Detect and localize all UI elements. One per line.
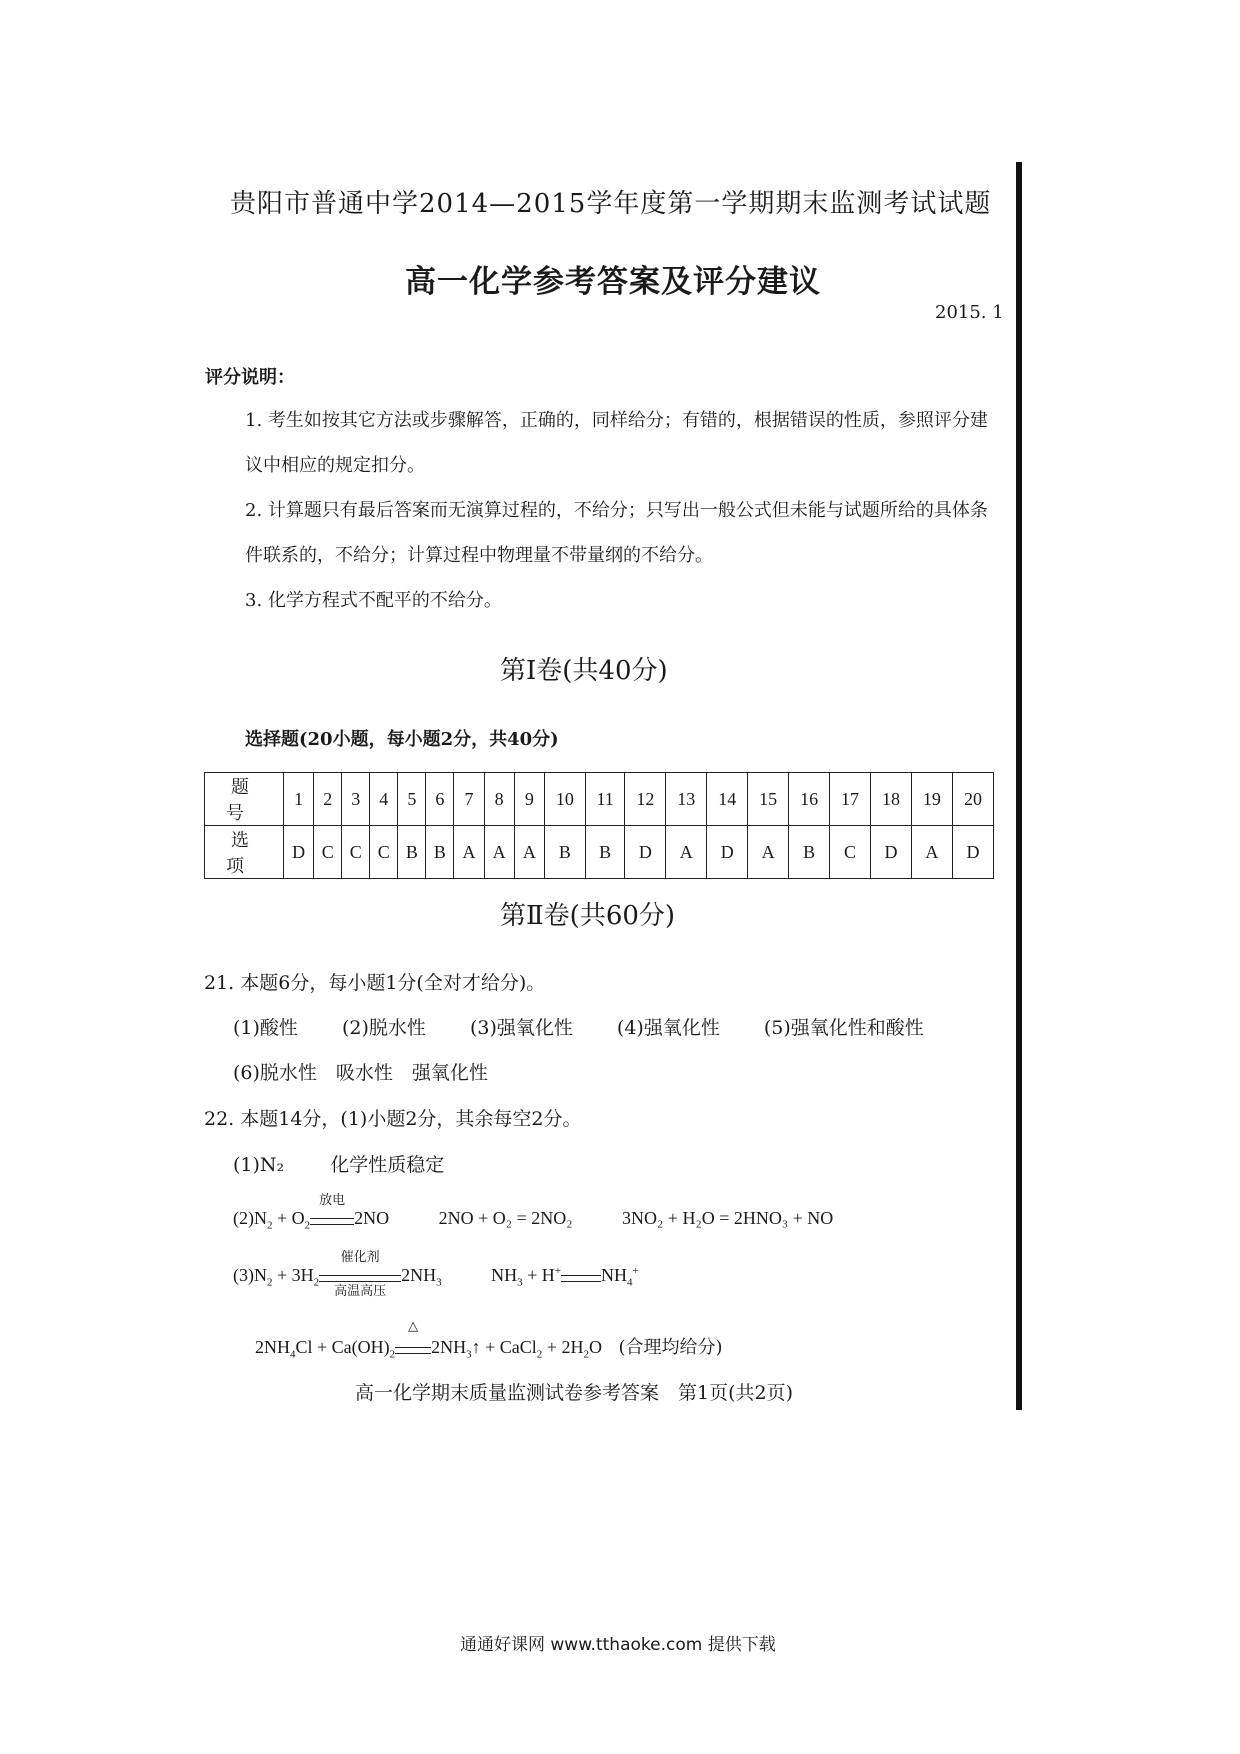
answer-cell: C bbox=[342, 826, 370, 879]
answer-cell: B bbox=[544, 826, 585, 879]
question-number-row bbox=[205, 773, 994, 826]
answer-cell: A bbox=[911, 826, 952, 879]
answer-cell: A bbox=[514, 826, 544, 879]
q22-answer-3: $(3)N_2 + 3H_2$ 催化剂 高温高压 $2NH_3$ $NH_3 + H^+$ $NH_4^+$ bbox=[233, 1265, 639, 1289]
q21-answer-5: (5)强氧化性和酸性 bbox=[763, 1017, 924, 1039]
condition-heat-symbol: △ bbox=[408, 1318, 419, 1334]
answer-cell: C bbox=[314, 826, 342, 879]
question-number: 13 bbox=[666, 773, 707, 826]
answer-cell: D bbox=[952, 826, 993, 879]
scoring-note-3: 3. 化学方程式不配平的不给分。 bbox=[245, 590, 502, 611]
answer-cell: C bbox=[370, 826, 398, 879]
source-watermark: 通通好课网 www.tthaoke.com 提供下载 bbox=[460, 1635, 776, 1655]
q22-equation-3: 3NO₂ + H₂O = 2HNO₃ + NO bbox=[622, 1208, 834, 1228]
question-number: 18 bbox=[871, 773, 912, 826]
page-edge-bar bbox=[1016, 162, 1022, 1410]
question-number: 6 bbox=[426, 773, 454, 826]
question-number: 16 bbox=[789, 773, 830, 826]
q22-answer-3-label: (3) bbox=[233, 1265, 254, 1285]
row-label-number: 题号 bbox=[205, 773, 284, 826]
q22-answer-1 bbox=[233, 1150, 444, 1177]
q21-answer-2: (2)脱水性 bbox=[341, 1017, 426, 1039]
answer-cell: A bbox=[748, 826, 789, 879]
q22-answer-2: $(2)N_2 + O_2$ 放电 2NO 2NO + O₂ = 2NO₂ 3NO₂ + H₂O = 2HNO₃ + NO bbox=[233, 1208, 833, 1232]
q22-answer-2-label: (2) bbox=[233, 1208, 254, 1228]
q22-answer-1-text: 化学性质稳定 bbox=[330, 1154, 445, 1176]
page-footer: 高一化学期末质量监测试卷参考答案 第1页(共2页) bbox=[355, 1382, 794, 1404]
question-number: 12 bbox=[625, 773, 666, 826]
question-number: 8 bbox=[484, 773, 514, 826]
question-number: 1 bbox=[284, 773, 314, 826]
q22-answer-3-lab-prep: $2NH_4Cl + Ca(OH)_2$ △ $2NH_3↑$ + CaCl$_2$ + $2H_2O$ (合理均给分) bbox=[255, 1318, 723, 1361]
answer-cell: D bbox=[284, 826, 314, 879]
discharge-condition bbox=[310, 1192, 354, 1230]
answer-cell: D bbox=[625, 826, 666, 879]
answer-cell: D bbox=[871, 826, 912, 879]
answer-table bbox=[204, 772, 994, 879]
answer-cell: A bbox=[454, 826, 484, 879]
q21-heading: 21. 本题6分，每小题1分(全对才给分)。 bbox=[204, 972, 546, 994]
question-number: 9 bbox=[514, 773, 544, 826]
date-label: 2015. 1 bbox=[935, 302, 1004, 323]
answer-cell: C bbox=[830, 826, 871, 879]
condition-discharge-label: 放电 bbox=[319, 1192, 346, 1208]
q21-answer-3: (3)强氧化性 bbox=[469, 1017, 573, 1039]
q22-answer-1-formula: (1)N₂ bbox=[233, 1154, 285, 1176]
question-number: 5 bbox=[398, 773, 426, 826]
answer-cell: A bbox=[666, 826, 707, 879]
answer-cell: D bbox=[707, 826, 748, 879]
answer-cell: B bbox=[789, 826, 830, 879]
multiple-choice-heading: 选择题(20小题，每小题2分，共40分) bbox=[245, 729, 559, 750]
question-number: 10 bbox=[544, 773, 585, 826]
scoring-note-1: 1. 考生如按其它方法或步骤解答，正确的，同样给分；有错的，根据错误的性质，参照评分建议中相应的规定扣分。 bbox=[245, 410, 988, 476]
scoring-notes-heading: 评分说明： bbox=[205, 367, 295, 388]
question-number: 15 bbox=[748, 773, 789, 826]
question-number: 11 bbox=[585, 773, 625, 826]
question-number: 19 bbox=[911, 773, 952, 826]
q21-answers-row bbox=[233, 1013, 924, 1040]
question-number: 20 bbox=[952, 773, 993, 826]
answer-row bbox=[205, 826, 994, 879]
condition-hthp-label: 高温高压 bbox=[334, 1283, 387, 1299]
q21-answer-6: (6)脱水性 吸水性 强氧化性 bbox=[233, 1062, 488, 1084]
equals-sign bbox=[561, 1266, 601, 1287]
part2-heading: 第Ⅱ卷(共60分) bbox=[500, 901, 676, 931]
condition-catalyst-label: 催化剂 bbox=[340, 1249, 380, 1265]
q21-answer-4: (4)强氧化性 bbox=[616, 1017, 720, 1039]
heating-condition bbox=[395, 1318, 431, 1359]
question-number: 4 bbox=[370, 773, 398, 826]
question-number: 3 bbox=[342, 773, 370, 826]
page-title: 高一化学参考答案及评分建议 bbox=[405, 264, 821, 300]
question-number: 7 bbox=[454, 773, 484, 826]
part1-heading: 第Ⅰ卷(共40分) bbox=[500, 656, 668, 686]
exam-subtitle: 贵阳市普通中学2014—2015学年度第一学期期末监测考试试题 bbox=[230, 189, 992, 219]
question-number: 2 bbox=[314, 773, 342, 826]
answer-cell: B bbox=[585, 826, 625, 879]
synthesis-condition bbox=[319, 1249, 401, 1299]
answer-cell: B bbox=[426, 826, 454, 879]
q21-answer-1: (1)酸性 bbox=[233, 1017, 298, 1039]
scoring-note-2: 2. 计算题只有最后答案而无演算过程的，不给分；只写出一般公式但未能与试题所给的具体条件联系的，不给分；计算过程中物理量不带量纲的不给分。 bbox=[245, 500, 988, 566]
q22-equation-2: 2NO + O₂ = 2NO₂ bbox=[438, 1208, 573, 1228]
answer-cell: B bbox=[398, 826, 426, 879]
q22-heading: 22. 本题14分，(1)小题2分，其余每空2分。 bbox=[204, 1108, 582, 1130]
answer-cell: A bbox=[484, 826, 514, 879]
question-number: 14 bbox=[707, 773, 748, 826]
reasonable-answer-note: (合理均给分) bbox=[618, 1337, 723, 1358]
row-label-answer: 选项 bbox=[205, 826, 284, 879]
question-number: 17 bbox=[830, 773, 871, 826]
